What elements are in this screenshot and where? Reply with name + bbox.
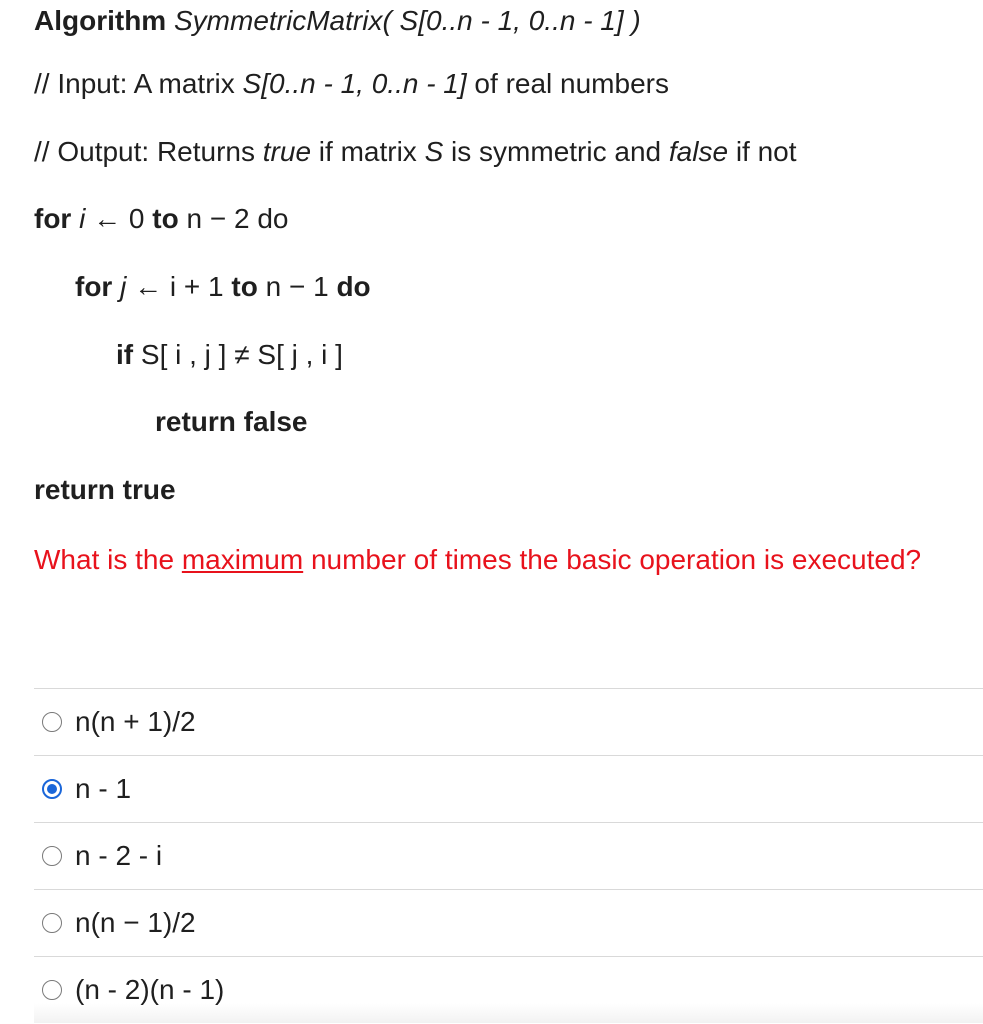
output-comment [34,134,797,170]
radio-button[interactable] [42,980,62,1000]
outer-loop [34,201,288,237]
outer-to-keyword: to [152,203,179,234]
inner-loop-var: j [120,271,127,302]
inner-loop-start: ← i + 1 [126,271,232,302]
return-true-statement: return true [34,474,176,505]
algorithm-header [34,3,641,39]
inner-loop [75,269,371,305]
radio-button[interactable] [42,913,62,933]
inner-do-keyword: do [336,271,371,302]
output-mid2: is symmetric and [443,136,669,167]
question-prefix: What is the [34,544,182,575]
output-prefix: // Output: Returns [34,136,263,167]
answer-option[interactable] [34,889,983,956]
radio-button[interactable] [42,712,62,732]
answer-option[interactable] [34,755,983,822]
input-comment-prefix: // Input: A matrix [34,68,243,99]
output-true: true [262,136,312,167]
input-comment [34,66,669,102]
if-condition: S[ i , j ] ≠ S[ j , i ] [133,339,343,370]
answer-label: n - 1 [75,773,132,804]
answer-option[interactable] [34,822,983,889]
inner-to-keyword: to [231,271,258,302]
return-false-statement: return false [155,406,308,437]
if-statement [116,337,343,373]
question-text [34,536,934,584]
algorithm-keyword: Algorithm [34,5,167,36]
outer-loop-start: ← 0 [85,203,153,234]
radio-button[interactable] [42,779,62,799]
answer-label: (n - 2)(n - 1) [75,974,225,1005]
outer-for-keyword: for [34,203,72,234]
inner-loop-end: n − 1 [257,271,337,302]
output-suffix: if not [728,136,797,167]
answer-label: n(n − 1)/2 [75,907,196,938]
answer-option[interactable] [34,956,983,1023]
outer-loop-end: n − 2 do [178,203,289,234]
input-comment-suffix: of real numbers [466,68,669,99]
answer-label: n(n + 1)/2 [75,706,196,737]
if-keyword: if [116,339,134,370]
outer-loop-var: i [79,203,86,234]
answer-label: n - 2 - i [75,840,163,871]
question-emphasis: maximum [181,544,304,575]
output-false: false [668,136,729,167]
input-comment-matrix: S[0..n - 1, 0..n - 1] [242,68,467,99]
output-mid: if matrix [311,136,425,167]
inner-for-keyword: for [75,271,113,302]
algorithm-signature: SymmetricMatrix( S[0..n - 1, 0..n - 1] ) [174,5,641,36]
answer-options [34,688,983,1023]
question-suffix: number of times the basic operation is executed? [303,544,922,575]
answer-option[interactable] [34,688,983,755]
output-matrix-name: S [424,136,444,167]
radio-button[interactable] [42,846,62,866]
